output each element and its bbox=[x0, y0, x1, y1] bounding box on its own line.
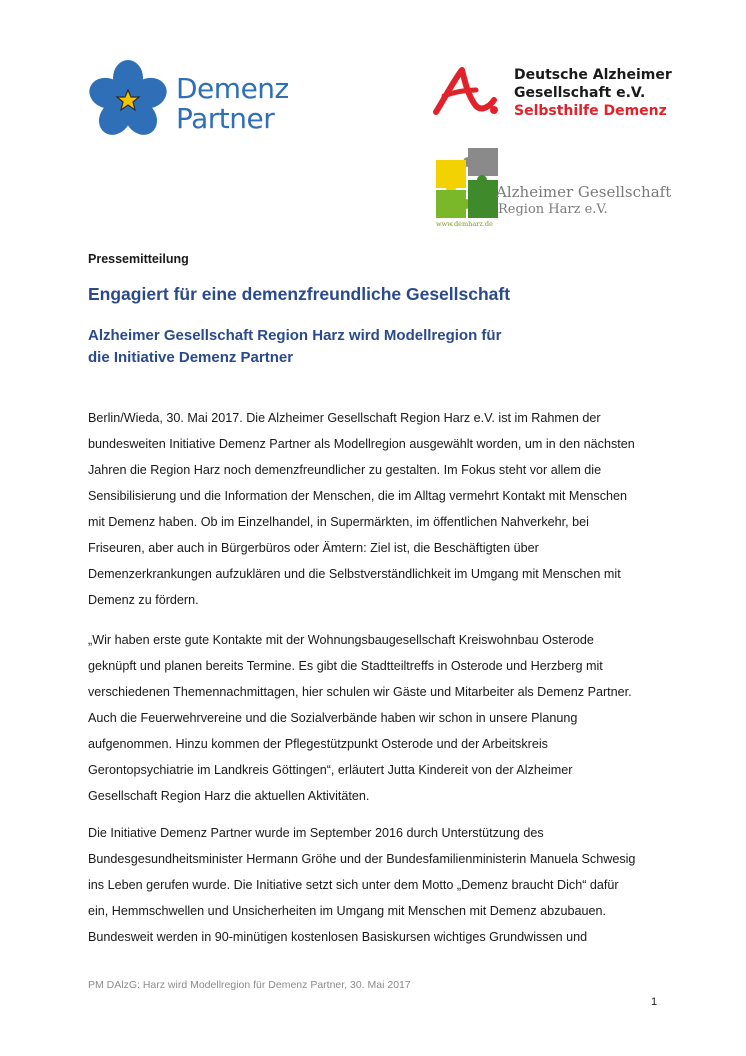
text-line: aufgenommen. Hinzu kommen der Pflegestützpunkt Osterode und der Arbeitskreis bbox=[88, 737, 548, 751]
demenz-partner-wordmark bbox=[176, 74, 289, 134]
text-line: Auch die Feuerwehrvereine und die Sozialverbände haben wir schon in unsere Planung bbox=[88, 711, 578, 725]
page-title: Engagiert für eine demenzfreundliche Gesellschaft bbox=[88, 284, 511, 304]
harz-website: www.demharz.de bbox=[436, 220, 493, 228]
body-paragraph-1 bbox=[88, 405, 668, 613]
document-type-label: Pressemitteilung bbox=[88, 252, 189, 266]
text-line: ein, Hemmschwellen und Unsicherheiten im Umgang mit Menschen mit Demenz abzubauen. bbox=[88, 904, 606, 918]
text-line: verschiedenen Themennachmittagen, hier schulen wir Gäste und Mitarbeiter als Demenz Partner. bbox=[88, 685, 632, 699]
harz-logo bbox=[434, 148, 684, 232]
dalzg-line1: Deutsche Alzheimer bbox=[514, 67, 672, 83]
demenz-partner-line1: Demenz bbox=[176, 72, 289, 105]
text-line: mit Demenz haben. Ob im Einzelhandel, in Supermärkten, im öffentlichen Nahverkehr, bei bbox=[88, 515, 589, 529]
text-line: Gerontopsychiatrie im Landkreis Göttingen“, erläutert Jutta Kindereit von der Alzheimer bbox=[88, 763, 573, 777]
dalzg-a-mark-icon bbox=[432, 66, 500, 118]
harz-line2: Region Harz e.V. bbox=[498, 202, 608, 217]
text-line: Demenzerkrankungen aufzuklären und die Selbstverständlichkeit im Umgang mit Menschen mit bbox=[88, 567, 621, 581]
subtitle-line: Alzheimer Gesellschaft Region Harz wird Modellregion für bbox=[88, 327, 502, 344]
subtitle-line: die Initiative Demenz Partner bbox=[88, 349, 294, 366]
text-line: „Wir haben erste gute Kontakte mit der Wohnungsbaugesellschaft Kreiswohnbau Osterode bbox=[88, 633, 594, 647]
text-line: Bundesweit werden in 90-minütigen kostenlosen Basiskursen wichtiges Grundwissen und bbox=[88, 930, 588, 944]
text-line: geknüpft und planen bereits Termine. Es gibt die Stadtteiltreffs in Osterode und Herzberg mit bbox=[88, 659, 603, 673]
subtitle bbox=[88, 325, 568, 369]
dalzg-line2: Gesellschaft e.V. bbox=[514, 85, 646, 101]
text-line: Die Initiative Demenz Partner wurde im September 2016 durch Unterstützung des bbox=[88, 826, 544, 840]
text-line: bundesweiten Initiative Demenz Partner als Modellregion ausgewählt worden, um in den nächsten bbox=[88, 437, 635, 451]
page-number: 1 bbox=[651, 996, 658, 1008]
dalzg-line3: Selbsthilfe Demenz bbox=[514, 103, 667, 119]
harz-line1: Alzheimer Gesellschaft bbox=[496, 183, 672, 201]
text-line: Gesellschaft Region Harz die aktuellen Aktivitäten. bbox=[88, 789, 370, 803]
text-line: Berlin/Wieda, 30. Mai 2017. Die Alzheimer Gesellschaft Region Harz e.V. ist im Rahmen der bbox=[88, 411, 601, 425]
puzzle-pieces-icon bbox=[434, 148, 504, 220]
text-line: Demenz zu fördern. bbox=[88, 593, 199, 607]
page-footer: PM DAlzG: Harz wird Modellregion für Demenz Partner, 30. Mai 2017 bbox=[88, 979, 411, 991]
body-paragraph-2 bbox=[88, 627, 668, 809]
demenz-partner-logo bbox=[88, 60, 313, 142]
text-line: Sensibilisierung und die Information der Menschen, die im Alltag vermehrt Kontakt mit Menschen bbox=[88, 489, 628, 503]
text-line: ins Leben gerufen wurde. Die Initiative setzt sich unter dem Motto „Demenz braucht Dich“ dafür bbox=[88, 878, 619, 892]
body-paragraph-3 bbox=[88, 820, 668, 950]
dalzg-logo bbox=[432, 62, 672, 124]
text-line: Friseuren, aber auch in Bürgerbüros oder Ämtern: Ziel ist, die Beschäftigten über bbox=[88, 541, 539, 555]
text-line: Bundesgesundheitsminister Hermann Gröhe und der Bundesfamilienministerin Manuela Schwesig bbox=[88, 852, 636, 866]
forget-me-not-flower-icon bbox=[88, 60, 168, 140]
text-line: Jahren die Region Harz noch demenzfreundlicher zu gestalten. Im Fokus steht vor allem die bbox=[88, 463, 602, 477]
demenz-partner-line2: Partner bbox=[176, 102, 275, 135]
